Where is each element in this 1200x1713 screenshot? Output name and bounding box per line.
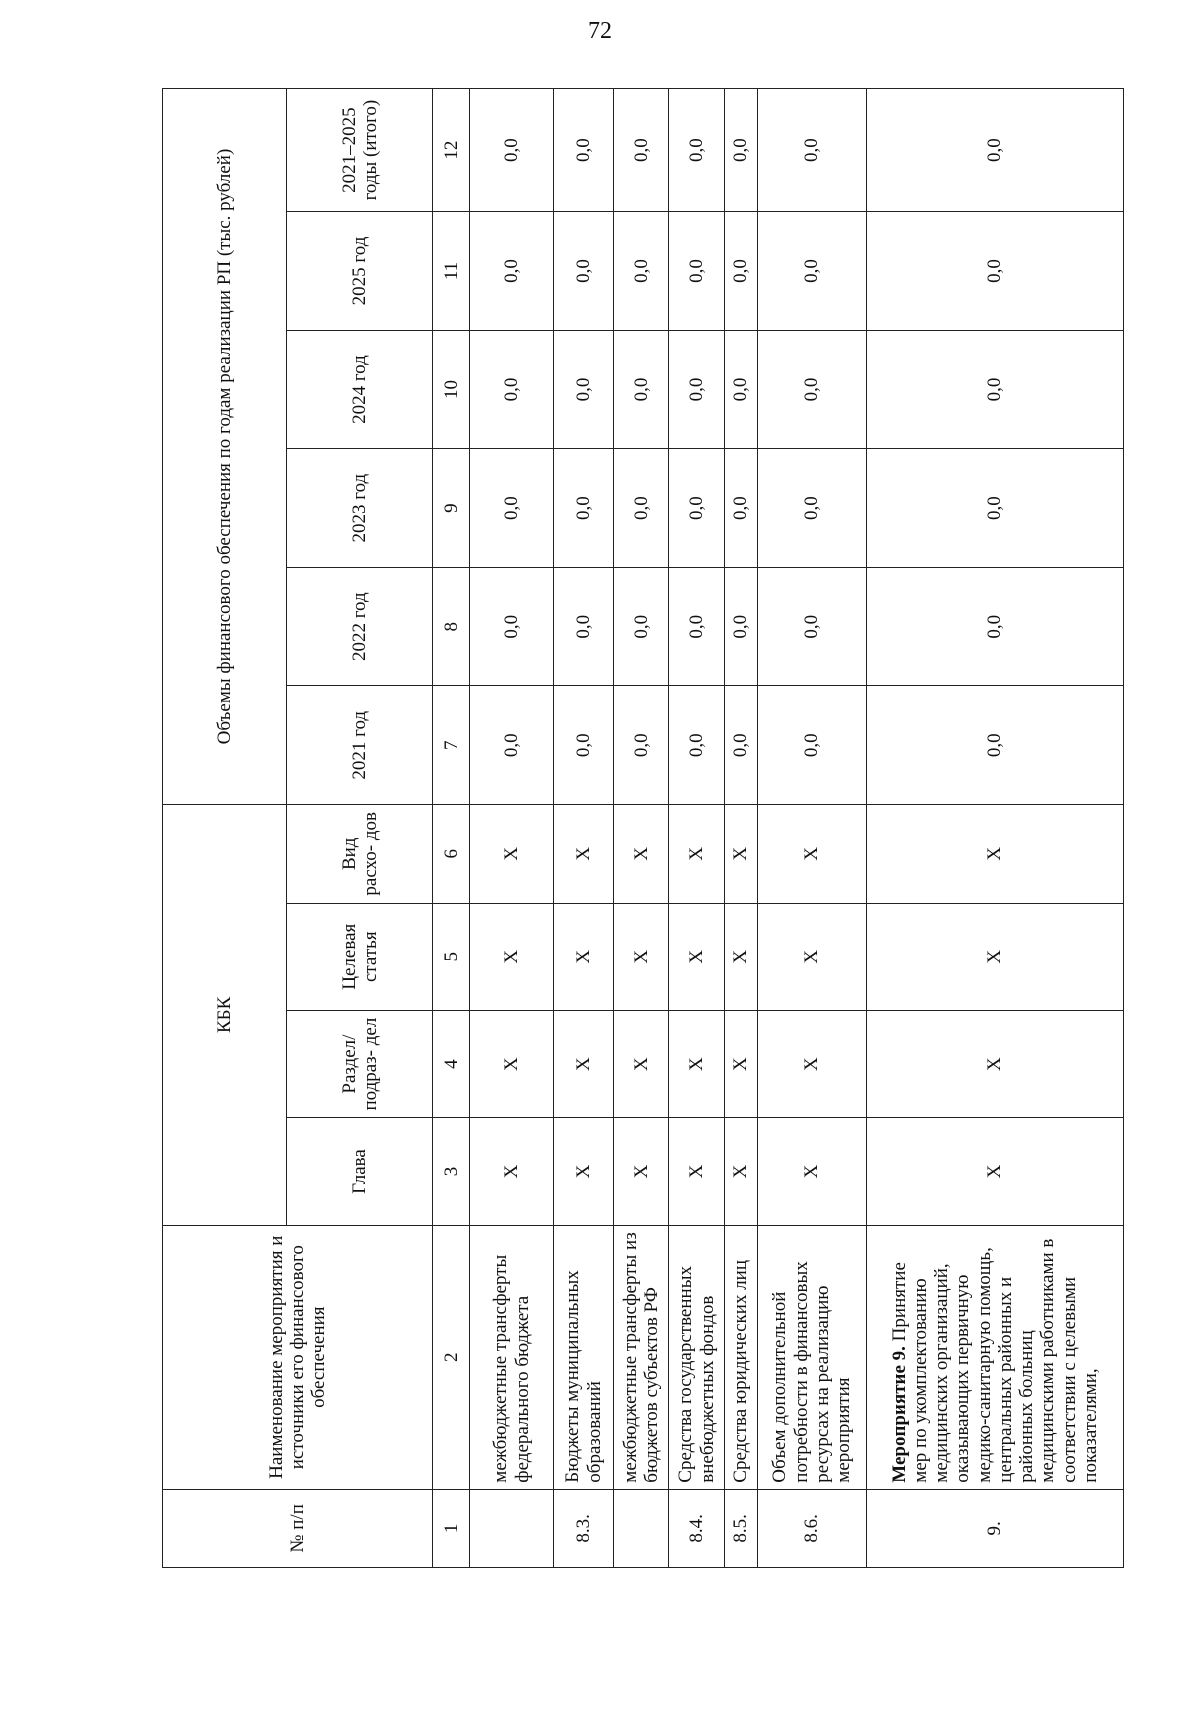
table-row: [724, 89, 757, 1568]
kbk-cell: X: [866, 1010, 1123, 1117]
row-number: 8.3.: [554, 1489, 614, 1567]
value-cell: 0,0: [470, 686, 554, 805]
index-cell: 7: [433, 686, 470, 805]
value-cell: 0,0: [724, 567, 757, 686]
row-number: [470, 1489, 554, 1567]
kbk-cell: X: [470, 1010, 554, 1117]
value-cell: 0,0: [866, 567, 1123, 686]
kbk-cell: X: [470, 1118, 554, 1225]
kbk-cell: X: [758, 1118, 867, 1225]
index-cell: 10: [433, 330, 470, 449]
value-cell: 0,0: [554, 89, 614, 212]
header-year: 2024 год: [287, 330, 433, 449]
kbk-cell: X: [669, 903, 724, 1010]
kbk-cell: X: [614, 1010, 669, 1117]
table-row-measure-9: [866, 89, 1123, 1568]
index-cell: 2: [433, 1225, 470, 1489]
value-cell: 0,0: [866, 330, 1123, 449]
rotated-table-container: [162, 88, 1124, 1568]
table-row: [554, 89, 614, 1568]
kbk-cell: X: [866, 903, 1123, 1010]
value-cell: 0,0: [470, 212, 554, 331]
row-number: 8.6.: [758, 1489, 867, 1567]
table-row: [758, 89, 867, 1568]
kbk-cell: X: [724, 1118, 757, 1225]
value-cell: 0,0: [614, 567, 669, 686]
row-number: 8.4.: [669, 1489, 724, 1567]
header-kbk-col: Глава: [287, 1118, 433, 1225]
kbk-cell: X: [724, 805, 757, 903]
row-name: межбюджетные трансферты из бюджетов субъектов РФ: [614, 1225, 669, 1489]
table-row: [614, 89, 669, 1568]
value-cell: 0,0: [669, 89, 724, 212]
value-cell: 0,0: [724, 212, 757, 331]
header-kbk-col: Раздел/ подраз- дел: [287, 1010, 433, 1117]
kbk-cell: X: [724, 903, 757, 1010]
row-name: [866, 1225, 1123, 1489]
value-cell: 0,0: [554, 330, 614, 449]
header-no: № п/п: [163, 1489, 433, 1567]
kbk-cell: X: [866, 1118, 1123, 1225]
value-cell: 0,0: [758, 567, 867, 686]
header-kbk-col: Целевая статья: [287, 903, 433, 1010]
value-cell: 0,0: [470, 567, 554, 686]
index-row: [433, 89, 470, 1568]
index-cell: 6: [433, 805, 470, 903]
financing-table: [162, 88, 1124, 1568]
value-cell: 0,0: [669, 449, 724, 568]
kbk-cell: X: [470, 805, 554, 903]
kbk-cell: X: [724, 1010, 757, 1117]
value-cell: 0,0: [614, 212, 669, 331]
value-cell: 0,0: [470, 330, 554, 449]
row-name: Бюджеты муниципальных образований: [554, 1225, 614, 1489]
value-cell: 0,0: [554, 212, 614, 331]
value-cell: 0,0: [758, 686, 867, 805]
kbk-cell: X: [614, 903, 669, 1010]
header-name: Наименование мероприятия и источники его финансового обеспечения: [163, 1225, 433, 1489]
value-cell: 0,0: [724, 89, 757, 212]
kbk-cell: X: [758, 805, 867, 903]
value-cell: 0,0: [866, 686, 1123, 805]
value-cell: 0,0: [866, 212, 1123, 331]
row-number: 8.5.: [724, 1489, 757, 1567]
kbk-cell: X: [758, 903, 867, 1010]
kbk-cell: X: [554, 805, 614, 903]
row-name: Средства государственных внебюджетных фондов: [669, 1225, 724, 1489]
kbk-cell: X: [758, 1010, 867, 1117]
row-name: Средства юридических лиц: [724, 1225, 757, 1489]
value-cell: 0,0: [669, 567, 724, 686]
index-cell: 5: [433, 903, 470, 1010]
table-row: [669, 89, 724, 1568]
value-cell: 0,0: [866, 89, 1123, 212]
value-cell: 0,0: [470, 89, 554, 212]
value-cell: 0,0: [614, 449, 669, 568]
header-year: 2021–2025 годы (итого): [287, 89, 433, 212]
index-cell: 8: [433, 567, 470, 686]
index-cell: 11: [433, 212, 470, 331]
value-cell: 0,0: [554, 567, 614, 686]
value-cell: 0,0: [470, 449, 554, 568]
value-cell: 0,0: [724, 449, 757, 568]
value-cell: 0,0: [669, 212, 724, 331]
header-year: 2023 год: [287, 449, 433, 568]
value-cell: 0,0: [614, 89, 669, 212]
value-cell: 0,0: [758, 212, 867, 331]
row-number: [614, 1489, 669, 1567]
value-cell: 0,0: [758, 449, 867, 568]
index-cell: 3: [433, 1118, 470, 1225]
page-number: 72: [588, 18, 612, 44]
value-cell: 0,0: [758, 330, 867, 449]
value-cell: 0,0: [554, 449, 614, 568]
index-cell: 1: [433, 1489, 470, 1567]
measure-description: Принятие мер по укомплектованию медицинских организаций, оказывающих первичную медико-санитарную помощь, центральных районных и районных больниц медицинскими работниками в соответствии с целевыми показателями,: [888, 1238, 1101, 1483]
kbk-cell: X: [554, 1010, 614, 1117]
kbk-cell: X: [669, 1118, 724, 1225]
index-cell: 4: [433, 1010, 470, 1117]
index-cell: 9: [433, 449, 470, 568]
header-kbk: КБК: [163, 805, 287, 1226]
header-year: 2025 год: [287, 212, 433, 331]
kbk-cell: X: [669, 1010, 724, 1117]
header-volumes: Объемы финансового обеспечения по годам реализации РП (тыс. рублей): [163, 89, 287, 805]
kbk-cell: X: [614, 1118, 669, 1225]
value-cell: 0,0: [724, 686, 757, 805]
kbk-cell: X: [470, 903, 554, 1010]
row-number: 9.: [866, 1489, 1123, 1567]
kbk-cell: X: [554, 1118, 614, 1225]
value-cell: 0,0: [758, 89, 867, 212]
row-name: межбюджетные трансферты федерального бюджета: [470, 1225, 554, 1489]
kbk-cell: X: [866, 805, 1123, 903]
value-cell: 0,0: [669, 686, 724, 805]
value-cell: 0,0: [554, 686, 614, 805]
index-cell: 12: [433, 89, 470, 212]
value-cell: 0,0: [669, 330, 724, 449]
row-name: Объем дополнительной потребности в финансовых ресурсах на реализацию мероприятия: [758, 1225, 867, 1489]
table-row: [470, 89, 554, 1568]
kbk-cell: X: [614, 805, 669, 903]
header-year: 2022 год: [287, 567, 433, 686]
value-cell: 0,0: [866, 449, 1123, 568]
value-cell: 0,0: [614, 686, 669, 805]
value-cell: 0,0: [724, 330, 757, 449]
header-kbk-col: Вид расхо- дов: [287, 805, 433, 903]
value-cell: 0,0: [614, 330, 669, 449]
kbk-cell: X: [554, 903, 614, 1010]
header-year: 2021 год: [287, 686, 433, 805]
kbk-cell: X: [669, 805, 724, 903]
measure-title: Мероприятие 9.: [888, 1346, 910, 1483]
header-row-1: [163, 89, 287, 1568]
